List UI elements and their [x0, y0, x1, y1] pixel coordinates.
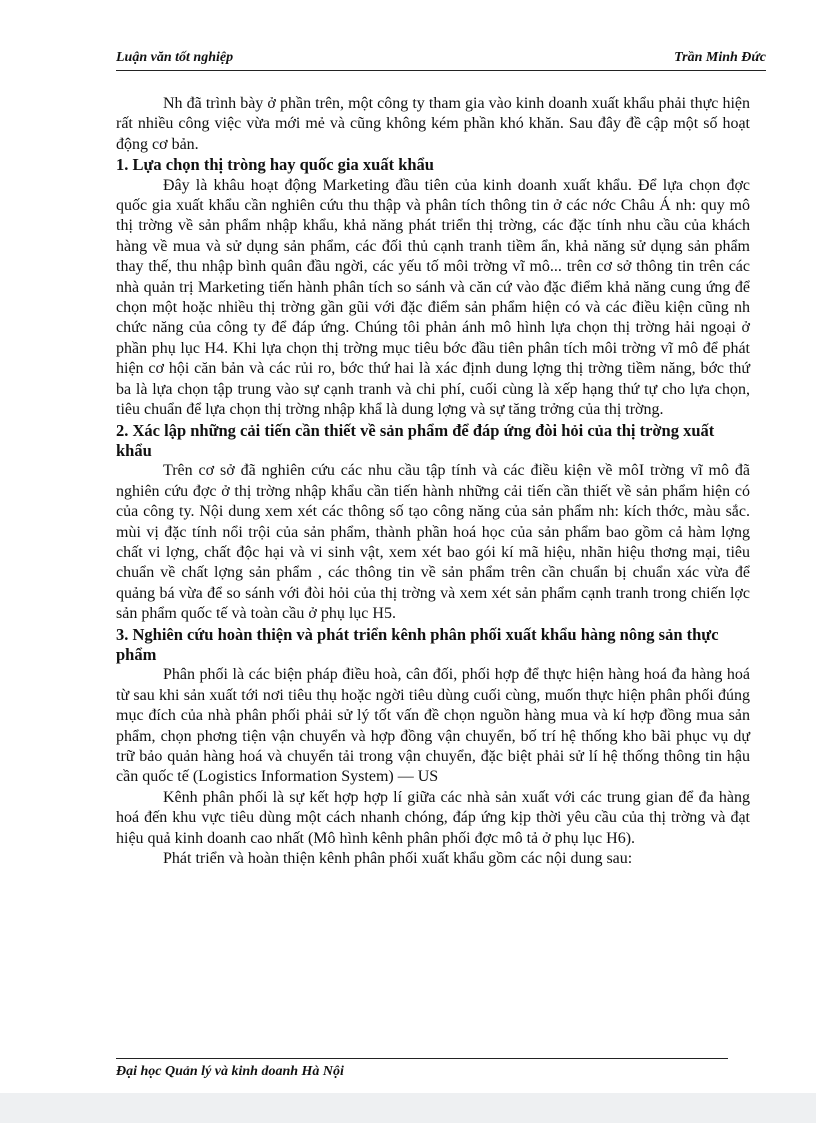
page-bottom-edge	[0, 1093, 816, 1123]
section-3-heading: 3. Nghiên cứu hoàn thiện và phát triển kênh phân phối xuất khẩu hàng nông sản thực phẩm	[116, 624, 719, 664]
page-footer: Đại học Quản lý và kinh doanh Hà Nội	[116, 1064, 344, 1079]
footer-divider	[116, 1058, 728, 1059]
page-header	[116, 48, 766, 71]
section-3-paragraph-2: Kênh phân phối là sự kết hợp hợp lí giữa các nhà sản xuất với các trung gian để đa hàng hoá đến khu vực tiêu dùng một cách nhanh chóng, đáp ứng kịp thời yêu cầu của thị trờng và đạt hiệu quả kinh doanh cao nhất (Mô hình kênh phân phối đợc mô tả ở phụ lục H6).	[116, 788, 750, 847]
document-body	[116, 94, 750, 869]
header-left-title: Luận văn tốt nghiệp	[116, 50, 234, 65]
section-3-paragraph-1: Phân phối là các biện pháp điều hoà, cân đối, phối hợp để thực hiện hàng hoá đa hàng hoá từ sau khi sản xuất tới nơi tiêu thụ hoặc ngời tiêu dùng cuối cùng, muốn thực hiện phân phối đúng mục đích của nhà phân phối phải sử lý tốt vấn đề chọn nguồn hàng mua và kí hợp đồng mua sản phẩm, chọn phơng tiện vận chuyển và hợp đồng vận chuyển, bố trí hệ thống kho bãi phục vụ dự trữ bảo quản hàng hoá và chuyển tải trong vận chuyển, đặc biệt phải sử lí hệ thống thông tin hậu cần quốc tế (Logistics Information System) — US	[116, 666, 750, 786]
section-1-heading: 1. Lựa chọn thị tròng hay quốc gia xuất khẩu	[116, 155, 434, 175]
section-2-paragraph: Trên cơ sở đã nghiên cứu các nhu cầu tập tính và các điều kiện về môI trờng vĩ mô đã nghiên cứu đợc ở thị trờng nhập khẩu cần tiến hành những cải tiến cần thiết về sản phẩm hiện có của công ty. Nội dung xem xét các thông số tạo công năng của sản phẩm nh: kích thớc, màu sắc. mùi vị đặc tính nổi trội của sản phẩm, thành phần hoá học của sản phẩm bao gồm cả hàm lợng chất vi lợng, chất độc hại và vi sinh vật, xem xét bao gói kí mã hiệu, nhãn hiệu thơng mại, tiêu chuẩn về chất lợng sản phẩm , các thông tin về sản phẩm trên cần chuẩn bị chuẩn xác vừa để quảng bá vừa để so sánh với đòi hỏi của thị trờng và xem xét sản phẩm cạnh tranh trong chiến lợc sản phẩm quốc tế và toàn cầu ở phụ lục H5.	[116, 462, 750, 623]
section-1-paragraph: Đây là khâu hoạt động Marketing đầu tiên của kinh doanh xuất khẩu. Để lựa chọn đợc quốc gia xuất khẩu cần nghiên cứu thu thập và phân tích thông tin ở các nớc Châu Á nh: quy mô thị trờng về sản phẩm nhập khẩu, khả năng phát triển thị trờng, các đặc tính nhu cầu của khách hàng về mua và sử dụng sản phẩm, các đối thủ cạnh tranh tiềm ẩn, khả năng sử dụng sản phẩm thay thế, thu nhập bình quân đầu ngời, các yếu tố môi trờng vĩ mô... trên cơ sở thông tin trên các nhà quản trị Marketing tiến hành phân tích so sánh và căn cứ vào đặc điểm khả năng cung ứng để chọn một hoặc nhiều thị trờng gần gũi với đặc điểm sản phẩm hiện có và các điều kiện cũng nh chức năng của công ty để đáp ứng. Chúng tôi phản ánh mô hình lựa chọn thị trờng hải ngoại ở phần phụ lục H4. Khi lựa chọn thị trờng mục tiêu bớc đầu tiên phân tích môi trờng vĩ mô để phát hiện cơ hội căn bản và các rủi ro, bớc thứ hai là xác định dung lợng thị trờng tiềm năng, bớc thứ ba là lựa chọn tập trung vào sự cạnh tranh và chi phí, cuối cùng là xếp hạng thứ tự cho lựa chọn, tiêu chuẩn để lựa chọn thị trờng nhập khẩ là dung lợng và sự tăng trởng của thị trờng.	[116, 176, 750, 419]
intro-paragraph: Nh đã trình bày ở phần trên, một công ty tham gia vào kinh doanh xuất khẩu phải thực hiện rất nhiều công việc vừa mới mẻ và cũng không kém phần khó khăn. Sau đây đề cập một số hoạt động cơ bản.	[116, 95, 750, 153]
header-author: Trần Minh Đức	[674, 50, 766, 65]
section-2-heading: 2. Xác lập những cải tiến cần thiết về sản phẩm để đáp ứng đòi hỏi của thị trờng xuất khẩu	[116, 420, 715, 460]
section-3-paragraph-3: Phát triển và hoàn thiện kênh phân phối xuất khẩu gồm các nội dung sau:	[163, 850, 633, 868]
